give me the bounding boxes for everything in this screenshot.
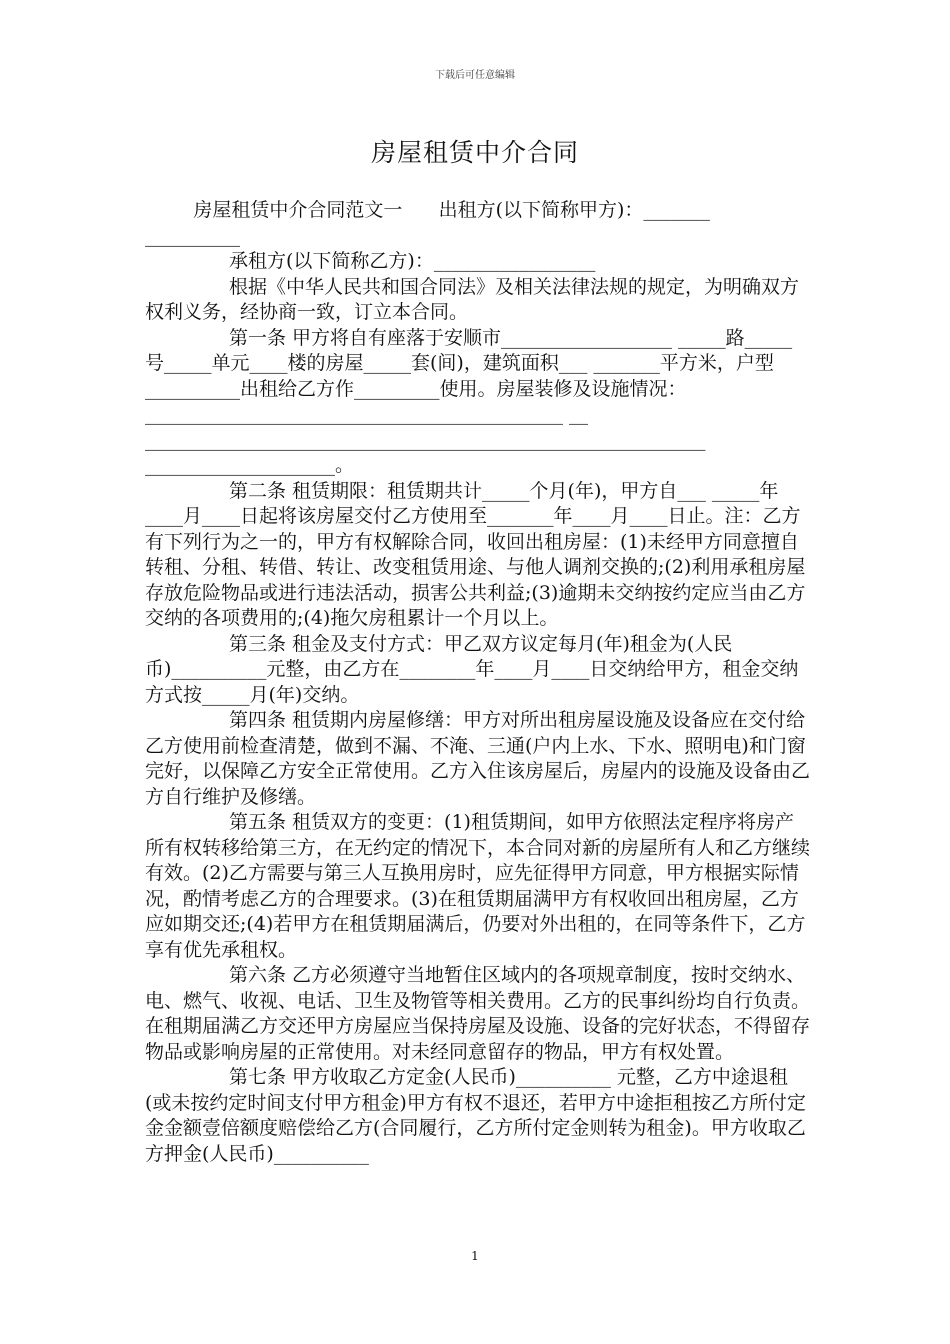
paragraph-article-4: 第四条 租赁期内房屋修缮：甲方对所出租房屋设施及设备应在交付给乙方使用前检查清楚，做到不漏、不淹、三通(户内上水、下水、照明电)和门窗完好，以保障乙方安全正常使用。乙方入住该房屋后，房屋内的设施及设备由乙方自行维护及修缮。 xyxy=(145,709,811,808)
paragraph-article-3: 第三条 租金及支付方式：甲乙双方议定每月(年)租金为(人民币)__________元整，由乙方在________年____月____日交纳给甲方，租金交纳方式按_____月(年)交纳。 xyxy=(145,632,799,706)
page-number: 1 xyxy=(471,1249,479,1263)
paragraph-basis: 根据《中华人民共和国合同法》及相关法律法规的规定，为明确双方权利义务，经协商一致，订立本合同。 xyxy=(145,275,800,323)
paragraph-article-2: 第二条 租赁期限：租赁期共计_____个月(年)，甲方自___ _____年____月____日起将该房屋交付乙方使用至_______年____月____日止。注：乙方有下列行为之一的，甲方有权解除合同，收回出租房屋：(1)未经甲方同意擅自转租、分租、转借、转让、改变租赁用途、与他人调剂交换的;(2)利用承租房屋存放危险物品或进行违法活动，损害公共利益;(3)逾期未交纳按约定应当由乙方交纳的各项费用的;(4)拖欠房租累计一个月以上。 xyxy=(145,479,806,629)
paragraph-intro: 房屋租赁中介合同范文一 出租方(以下简称甲方)：_______ __________ xyxy=(145,199,716,247)
paragraph-article-1: 第一条 甲方将自有座落于安顺市__________________ _____路_____号_____单元____楼的房屋_____套(间)，建筑面积___ _______平方米，户型__________出租给乙方作_________使用。房屋装修及设施情况：____________________________________________ __ ___________________________________________________________ ____________________。 xyxy=(145,326,793,476)
paragraph-article-6: 第六条 乙方必须遵守当地暂住区域内的各项规章制度，按时交纳水、电、燃气、收视、电话、卫生及物管等相关费用。乙方的民事纠纷均自行负责。在租期届满乙方交还甲方房屋应当保持房屋及设施、设备的完好状态，不得留存物品或影响房屋的正常使用。对未经同意留存的物品，甲方有权处置。 xyxy=(145,964,811,1063)
paragraph-tenant: 承租方(以下简称乙方)：_________________ xyxy=(229,250,596,272)
paragraph-article-7: 第七条 甲方收取乙方定金(人民币)__________ 元整，乙方中途退租(或未按约定时间支付甲方租金)甲方有权不退还，若甲方中途拒租按乙方所付定金金额壹倍额度赔偿给乙方(合同履行，乙方所付定金则转为租金)。甲方收取乙方押金(人民币)__________ xyxy=(145,1066,806,1165)
paragraph-article-5: 第五条 租赁双方的变更：(1)租赁期间，如甲方依照法定程序将房产所有权转移给第三方，在无约定的情况下，本合同对新的房屋所有人和乙方继续有效。(2)乙方需要与第三人互换用房时，应先征得甲方同意，甲方根据实际情况，酌情考虑乙方的合理要求。(3)在租赁期届满甲方有权收回出租房屋，乙方应如期交还;(4)若甲方在租赁期届满后，仍要对外出租的，在同等条件下，乙方享有优先承租权。 xyxy=(145,811,811,961)
document-title: 房屋租赁中介合同 xyxy=(370,138,579,167)
contract-body xyxy=(145,198,810,1167)
header-note: 下载后可任意编辑 xyxy=(435,70,515,81)
